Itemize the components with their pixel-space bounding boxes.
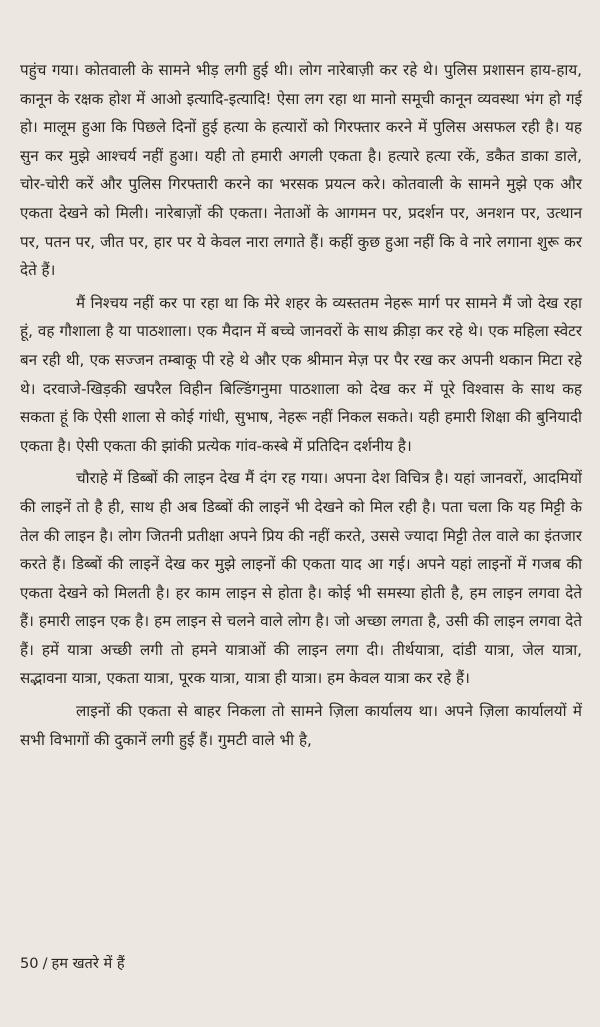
footer-separator: / [42, 955, 48, 972]
page-footer [20, 954, 125, 974]
page-body [20, 56, 582, 754]
page-number: 50 [20, 955, 39, 972]
paragraph-1: पहुंच गया। कोतवाली के सामने भीड़ लगी हुई थी। लोग नारेबाज़ी कर रहे थे। पुलिस प्रशासन हाय-हाय, कानून के रक्षक होश में आओ इत्यादि-इत्यादि! ऐसा लग रहा था मानो समूची कानून व्यवस्था भंग हो गई हो। मालूम हुआ कि पिछले दिनों हुई हत्या के हत्यारों को गिरफ्तार करने में पुलिस असफल रही है। यह सुन कर मुझे आश्चर्य नहीं हुआ। यही तो हमारी अगली एकता है। हत्यारे हत्या रकें, डकैत डाका डाले, चोर-चोरी करें और पुलिस गिरफ्तारी करने का भरसक प्रयत्न करे। कोतवाली के सामने मुझे एक और एकता देखने को मिली। नारेबाज़ों की एकता। नेताओं के आगमन पर, प्रदर्शन पर, अनशन पर, उत्थान पर, पतन पर, जीत पर, हार पर ये केवल नारा लगाते हैं। कहीं कुछ हुआ नहीं कि वे नारे लगाना शुरू कर देते हैं। [20, 61, 582, 280]
paragraph-3: चौराहे में डिब्बों की लाइन देख मैं दंग रह गया। अपना देश विचित्र है। यहां जानवरों, आदमियों की लाइनें तो है ही, साथ ही अब डिब्बों की लाइनें भी देखने को मिल रही है। पता चला कि यह मिट्टी के तेल की लाइन है। लोग जितनी प्रतीक्षा अपने प्रिय की नहीं करते, उससे ज्यादा मिट्टी तेल वाले का इंतजार करते हैं। डिब्बों की लाइनें देख कर मुझे लाइनों की एकता याद आ गई। अपने यहां लाइनों में गजब की एकता देखने को मिलती है। हर काम लाइन से होता है। कोई भी समस्या होती है, हम लाइन लगवा देते हैं। हमारी लाइन एक है। हम लाइन से चलने वाले लोग है। जो अच्छा लगता है, उसी की लाइन लगवा देते हैं। हमें यात्रा अच्छी लगी तो हमने यात्राओं की लाइन लगा दी। तीर्थयात्रा, दांडी यात्रा, जेल यात्रा, सद्भावना यात्रा, एकता यात्रा, पूरक यात्रा, यात्रा ही यात्रा। हम केवल यात्रा कर रहे हैं। [20, 469, 582, 688]
paragraph-4: लाइनों की एकता से बाहर निकला तो सामने ज़िला कार्यालय था। अपने ज़िला कार्यालयों में सभी विभागों की दुकानें लगी हुई हैं। गुमटी वाले भी है, [20, 702, 582, 749]
book-title: हम खतरे में हैं [51, 955, 125, 972]
paragraph-2: मैं निश्चय नहीं कर पा रहा था कि मेरे शहर के व्यस्ततम नेहरू मार्ग पर सामने मैं जो देख रहा हूं, वह गौशाला है या पाठशाला। एक मैदान में बच्चे जानवरों के साथ क्रीड़ा कर रहे थे। एक महिला स्वेटर बन रही थी, एक सज्जन तम्बाकू पी रहे थे और एक श्रीमान मेज़ पर पैर रख कर अपनी थकान मिटा रहे थे। दरवाजे-खिड़की खपरैल विहीन बिल्डिंगनुमा पाठशाला को देख कर में पूरे विश्वास के साथ कह सकता हूं कि ऐसी शाला से कोई गांधी, सुभाष, नेहरू नहीं निकल सकते। यही हमारी शिक्षा की बुनियादी एकता है। ऐसी एकता की झांकी प्रत्येक गांव-कस्बे में प्रतिदिन दर्शनीय है। [20, 293, 582, 455]
